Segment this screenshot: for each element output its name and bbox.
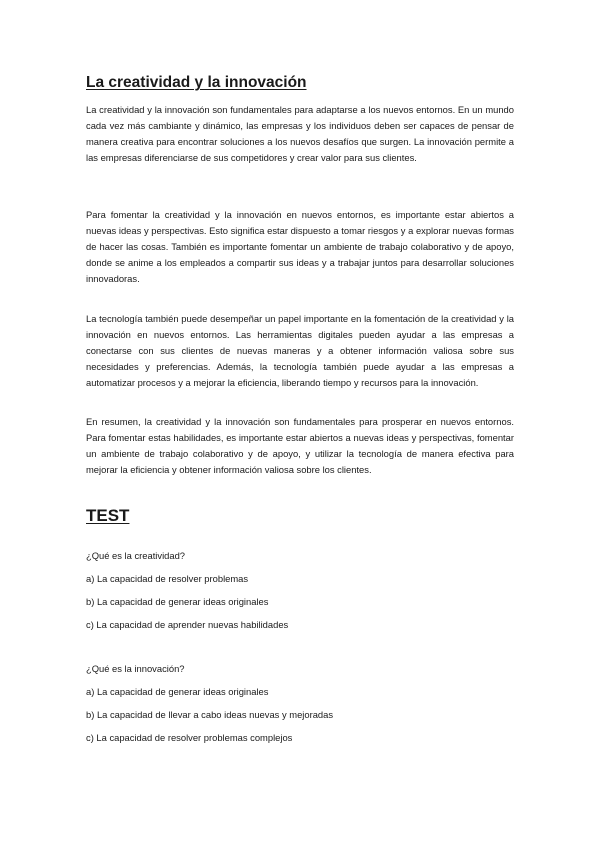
answer-option: b) La capacidad de generar ideas originales [86,596,269,607]
paragraph-resumen: En resumen, la creatividad y la innovación son fundamentales para prosperar en nuevos entornos. Para fomentar estas habilidades, es importante estar abiertos a nuevas ideas y perspectivas, fomentar un ambiente de trabajo colaborativo y de apoyo, y utilizar la tecnología de manera efectiva para mejorar la eficiencia y obtener información valiosa sobre los clientes. [86,416,514,475]
question-text: ¿Qué es la creatividad? [86,550,186,561]
paragraph-tecnologia: La tecnología también puede desempeñar un papel importante en la fomentación de la creatividad y la innovación en nuevos entornos. Las herramientas digitales pueden ayudar a las empresas a conectarse con sus clientes de nuevas maneras y a obtener información valiosa sobre sus necesidades y preferencias. Además, la tecnología también puede ayudar a las empresas a automatizar procesos y a mejorar la eficiencia, liberando tiempo y recursos para la innovación. [86,313,514,388]
answer-option: b) La capacidad de llevar a cabo ideas nuevas y mejoradas [86,709,334,720]
paragraph-intro: La creatividad y la innovación son fundamentales para adaptarse a los nuevos entornos. En un mundo cada vez más cambiante y dinámico, las empresas y los individuos deben ser capaces de pensar de manera creativa para encontrar soluciones a los nuevos desafíos que surgen. La innovación permite a las empresas diferenciarse de sus competidores y crear valor para sus clientes. [86,104,514,163]
answer-option: c) La capacidad de resolver problemas complejos [86,732,293,743]
answer-option: a) La capacidad de resolver problemas [86,573,249,584]
answer-option: c) La capacidad de aprender nuevas habilidades [86,619,289,630]
paragraph-fomentar: Para fomentar la creatividad y la innovación en nuevos entornos, es importante estar abiertos a nuevas ideas y perspectivas. Esto significa estar dispuesto a tomar riesgos y a explorar nuevas formas de hacer las cosas. También es importante fomentar un ambiente de trabajo colaborativo y de apoyo, donde se anime a los empleados a compartir sus ideas y a trabajar juntos para desarrollar soluciones innovadoras. [86,209,514,284]
document-title: La creatividad y la innovación [86,74,307,91]
answer-option: a) La capacidad de generar ideas originales [86,686,269,697]
question-text: ¿Qué es la innovación? [86,663,185,674]
test-title: TEST [86,506,130,525]
